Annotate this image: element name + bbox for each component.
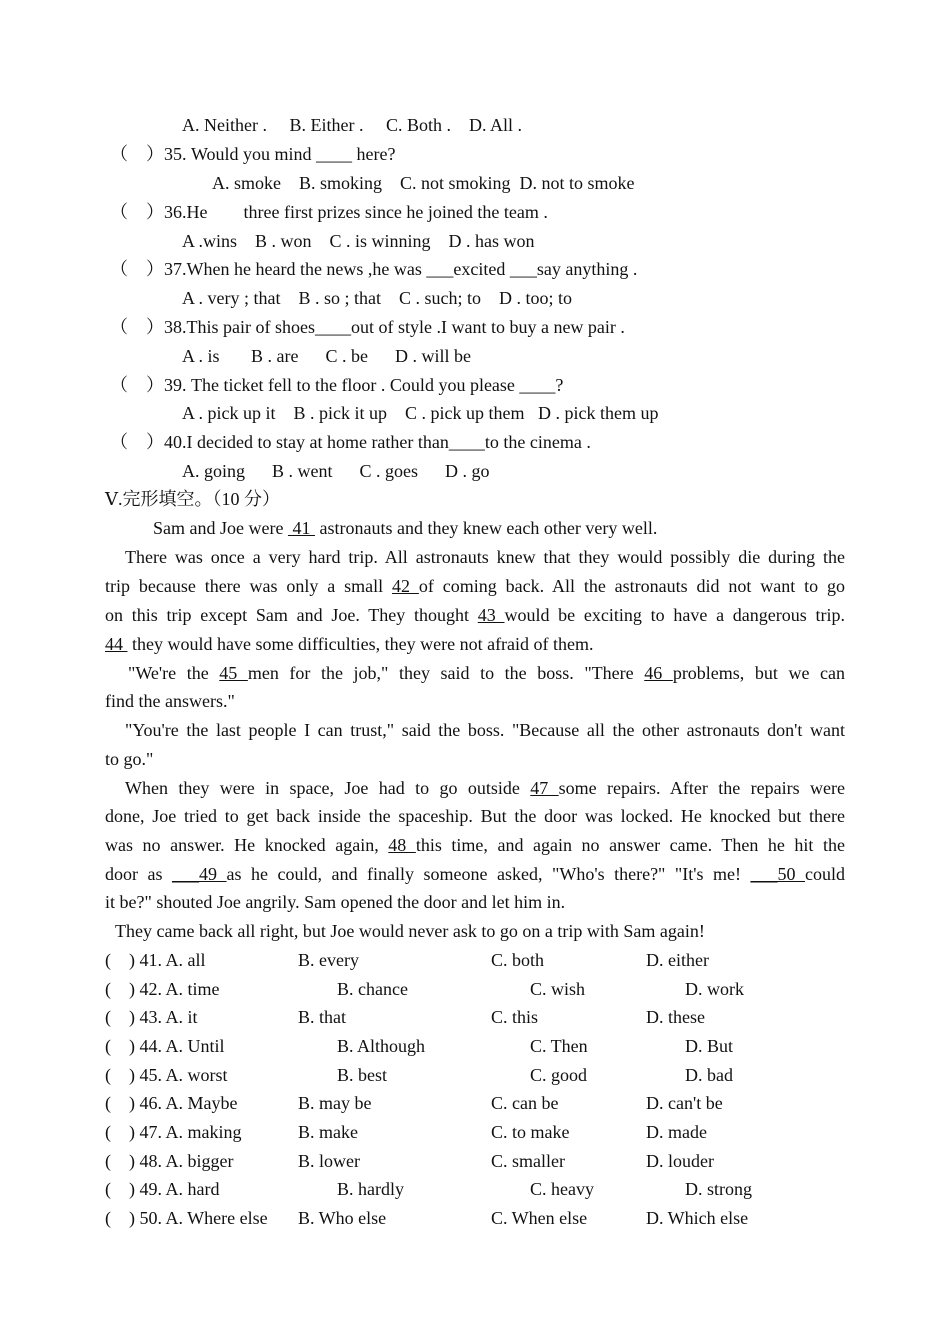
passage-line [105, 632, 594, 656]
blank-47: 47 [530, 778, 559, 798]
cloze-option-c: C. heavy [530, 1179, 594, 1199]
cloze-option-c: C. this [491, 1007, 539, 1027]
blank-43: 43 [477, 605, 505, 625]
passage-text: was no answer. He knocked again, [105, 835, 389, 855]
passage-text: of coming back. All the astronauts did not want to go [418, 576, 845, 596]
cloze-option-b: B. make [298, 1122, 358, 1142]
cloze-option-d: D. made [646, 1122, 707, 1142]
cloze-option-row-q: ( ) 41. A. all [105, 950, 206, 970]
blank-49: ___49 [172, 864, 227, 884]
q39-stem: （ ）39. The ticket fell to the floor . Could you please ____? [110, 375, 564, 395]
cloze-option-c: C. good [530, 1065, 588, 1085]
blank-50: ___50 [750, 864, 806, 884]
passage-text: they would have some difficulties, they were not afraid of them. [127, 634, 594, 654]
q38-stem: （ ）38.This pair of shoes____out of style .I want to buy a new pair . [110, 317, 625, 337]
passage-line: There was once a very hard trip. All astronauts knew that they would possibly die during the [125, 547, 845, 567]
passage-line [105, 603, 845, 627]
q36-stem: （ ）36.He three first prizes since he joined the team . [110, 202, 548, 222]
q39-options: A . pick up it B . pick it up C . pick up them D . pick them up [182, 403, 659, 423]
passage-text: on this trip except Sam and Joe. They thought [105, 605, 478, 625]
passage-text: problems, but we can [672, 663, 845, 683]
cloze-option-b: B. may be [298, 1093, 372, 1113]
blank-45: 45 [219, 663, 248, 683]
passage-text: some repairs. After the repairs were [558, 778, 845, 798]
passage-text: men for the job," they said to the boss. "There [247, 663, 645, 683]
cloze-option-d: D. either [646, 950, 709, 970]
cloze-option-c: C. to make [491, 1122, 570, 1142]
cloze-option-c: C. Then [530, 1036, 588, 1056]
cloze-option-d: D. these [646, 1007, 705, 1027]
passage-line: "You're the last people I can trust," said the boss. "Because all the other astronauts don't want [125, 720, 845, 740]
passage-line [105, 862, 845, 886]
section-heading: Ⅴ.完形填空。（10 分） [105, 489, 280, 509]
cloze-option-d: D. bad [685, 1065, 733, 1085]
passage-line: it be?" shouted Joe angrily. Sam opened the door and let him in. [105, 892, 566, 912]
cloze-option-d: D. louder [646, 1151, 714, 1171]
blank-48: 48 [388, 835, 416, 855]
q35-stem: （ ）35. Would you mind ____ here? [110, 144, 396, 164]
blank-46: 46 [644, 663, 673, 683]
cloze-option-row-q: ( ) 47. A. making [105, 1122, 242, 1142]
cloze-option-c: C. smaller [491, 1151, 565, 1171]
cloze-option-b: B. lower [298, 1151, 360, 1171]
cloze-option-d: D. strong [685, 1179, 752, 1199]
cloze-option-row-q: ( ) 48. A. bigger [105, 1151, 234, 1171]
passage-line [105, 833, 845, 857]
cloze-option-b: B. hardly [337, 1179, 404, 1199]
passage-text: "We're the [128, 663, 220, 683]
cloze-option-row-q: ( ) 50. A. Where else [105, 1208, 268, 1228]
cloze-option-c: C. When else [491, 1208, 588, 1228]
q35-options: A. smoke B. smoking C. not smoking D. not to smoke [212, 173, 635, 193]
passage-text: could [805, 864, 846, 884]
passage-line: They came back all right, but Joe would never ask to go on a trip with Sam again! [115, 921, 705, 941]
passage-text: would be exciting to have a dangerous trip. [504, 605, 845, 625]
passage-line: done, Joe tried to get back inside the spaceship. But the door was locked. He knocked but there [105, 806, 845, 826]
cloze-option-d: D. work [685, 979, 744, 999]
passage-text: astronauts and they knew each other very well. [314, 518, 658, 538]
cloze-option-row-q: ( ) 43. A. it [105, 1007, 198, 1027]
passage-text: Sam and Joe were [153, 518, 288, 538]
q36-options: A .wins B . won C . is winning D . has won [182, 231, 535, 251]
q37-stem: （ ）37.When he heard the news ,he was ___excited ___say anything . [110, 259, 638, 279]
cloze-option-c: C. wish [530, 979, 586, 999]
cloze-option-b: B. best [337, 1065, 388, 1085]
cloze-option-b: B. that [298, 1007, 346, 1027]
cloze-option-d: D. can't be [646, 1093, 723, 1113]
cloze-option-row-q: ( ) 44. A. Until [105, 1036, 225, 1056]
q40-stem: （ ）40.I decided to stay at home rather than____to the cinema . [110, 432, 591, 452]
cloze-option-c: C. both [491, 950, 545, 970]
blank-42: 42 [392, 576, 419, 596]
cloze-option-b: B. Who else [298, 1208, 387, 1228]
cloze-option-row-q: ( ) 42. A. time [105, 979, 220, 999]
passage-line: find the answers." [105, 691, 235, 711]
cloze-option-d: D. But [685, 1036, 734, 1056]
cloze-option-b: B. Although [337, 1036, 426, 1056]
passage-line [153, 516, 657, 540]
cloze-option-b: B. every [298, 950, 359, 970]
cloze-option-row-q: ( ) 45. A. worst [105, 1065, 228, 1085]
passage-text: When they were in space, Joe had to go outside [125, 778, 531, 798]
cloze-option-d: D. Which else [646, 1208, 749, 1228]
passage-text: this time, and again no answer came. Then he hit the [415, 835, 845, 855]
cloze-option-row-q: ( ) 49. A. hard [105, 1179, 220, 1199]
passage-line: to go." [105, 749, 154, 769]
passage-line [128, 661, 845, 685]
blank-41: 41 [287, 518, 315, 538]
q40-options: A. going B . went C . goes D . go [182, 461, 490, 481]
q38-options: A . is B . are C . be D . will be [182, 346, 471, 366]
cloze-option-c: C. can be [491, 1093, 559, 1113]
passage-text: as he could, and finally someone asked, "Who's there?" "It's me! [226, 864, 751, 884]
passage-line [105, 574, 845, 598]
passage-line [125, 776, 845, 800]
q34-options: A. Neither . B. Either . C. Both . D. All . [182, 115, 522, 135]
passage-text: door as [105, 864, 173, 884]
q37-options: A . very ; that B . so ; that C . such; to D . too; to [182, 288, 572, 308]
blank-44: 44 [105, 634, 128, 654]
cloze-option-row-q: ( ) 46. A. Maybe [105, 1093, 238, 1113]
passage-text: trip because there was only a small [105, 576, 392, 596]
cloze-option-b: B. chance [337, 979, 408, 999]
